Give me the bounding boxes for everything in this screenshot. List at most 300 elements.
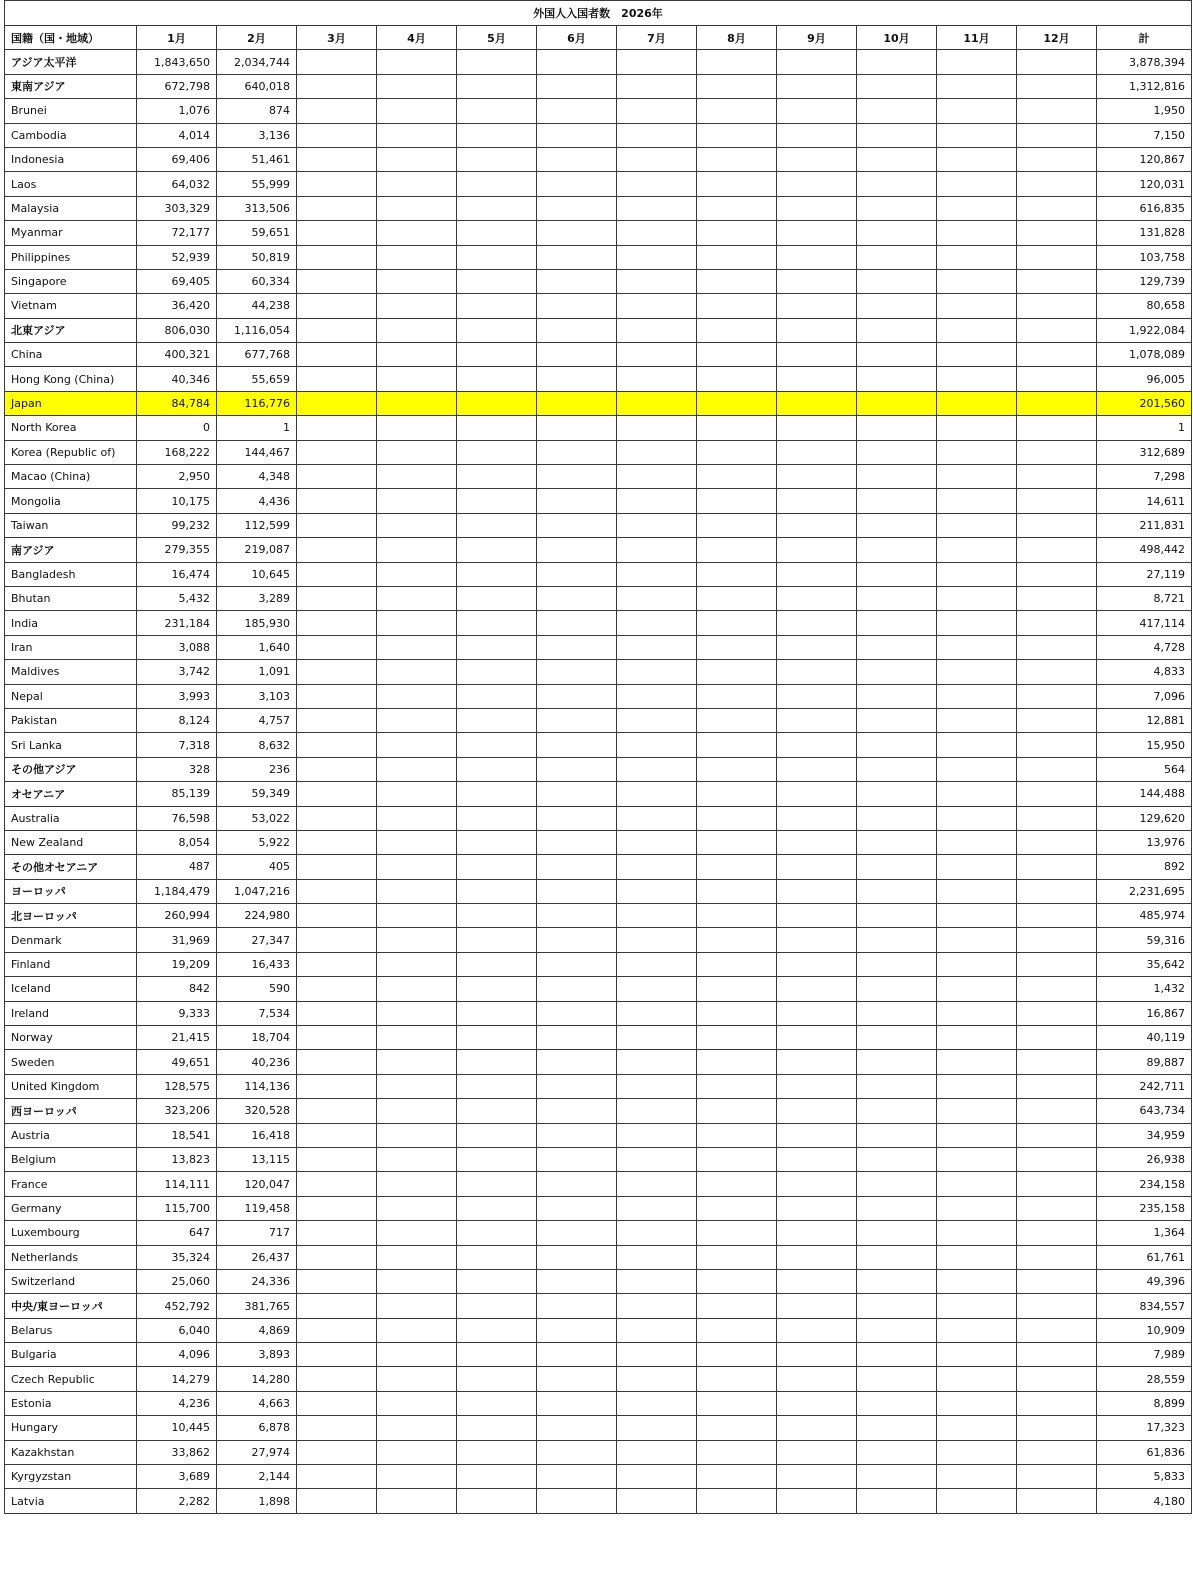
jan-cell: 1,184,479 [137, 879, 217, 903]
apr-cell [377, 684, 457, 708]
dec-cell [1017, 1172, 1097, 1196]
may-cell [457, 391, 537, 415]
dec-cell [1017, 635, 1097, 659]
dec-cell [1017, 1099, 1097, 1123]
sep-cell [777, 1172, 857, 1196]
sep-cell [777, 977, 857, 1001]
jun-cell [537, 123, 617, 147]
total-cell: 211,831 [1097, 513, 1192, 537]
country-cell: Bhutan [5, 586, 137, 610]
total-cell: 4,180 [1097, 1489, 1192, 1513]
jan-cell: 9,333 [137, 1001, 217, 1025]
jul-cell [617, 221, 697, 245]
apr-cell [377, 904, 457, 928]
sep-cell [777, 611, 857, 635]
nov-cell [937, 50, 1017, 74]
feb-cell: 7,534 [217, 1001, 297, 1025]
mar-cell [297, 1050, 377, 1074]
country-cell: United Kingdom [5, 1074, 137, 1098]
feb-cell: 3,289 [217, 586, 297, 610]
oct-cell [857, 635, 937, 659]
oct-cell [857, 147, 937, 171]
table-row [5, 1221, 1192, 1245]
feb-cell: 27,347 [217, 928, 297, 952]
may-cell [457, 1221, 537, 1245]
table-row [5, 1172, 1192, 1196]
sep-cell [777, 318, 857, 342]
mar-cell [297, 538, 377, 562]
table-row [5, 1245, 1192, 1269]
apr-cell [377, 952, 457, 976]
table-row-region [5, 904, 1192, 928]
total-cell: 61,836 [1097, 1440, 1192, 1464]
table-row [5, 684, 1192, 708]
total-cell: 7,989 [1097, 1343, 1192, 1367]
nov-cell [937, 708, 1017, 732]
feb-cell: 717 [217, 1221, 297, 1245]
jul-cell [617, 562, 697, 586]
country-cell: Denmark [5, 928, 137, 952]
oct-cell [857, 1269, 937, 1293]
jun-cell [537, 1489, 617, 1513]
dec-cell [1017, 123, 1097, 147]
apr-cell [377, 343, 457, 367]
feb-cell: 26,437 [217, 1245, 297, 1269]
may-cell [457, 221, 537, 245]
feb-cell: 114,136 [217, 1074, 297, 1098]
header-feb: 2月 [217, 26, 297, 50]
dec-cell [1017, 684, 1097, 708]
jul-cell [617, 1465, 697, 1489]
jul-cell [617, 1416, 697, 1440]
country-cell: アジア太平洋 [5, 50, 137, 74]
may-cell [457, 1416, 537, 1440]
dec-cell [1017, 221, 1097, 245]
jul-cell [617, 538, 697, 562]
table-row [5, 1074, 1192, 1098]
jan-cell: 40,346 [137, 367, 217, 391]
total-cell: 61,761 [1097, 1245, 1192, 1269]
mar-cell [297, 294, 377, 318]
sep-cell [777, 513, 857, 537]
feb-cell: 4,436 [217, 489, 297, 513]
mar-cell [297, 489, 377, 513]
jun-cell [537, 74, 617, 98]
jan-cell: 2,282 [137, 1489, 217, 1513]
sep-cell [777, 1269, 857, 1293]
table-row [5, 635, 1192, 659]
table-row [5, 123, 1192, 147]
oct-cell [857, 99, 937, 123]
may-cell [457, 416, 537, 440]
nov-cell [937, 1050, 1017, 1074]
country-cell: Germany [5, 1196, 137, 1220]
dec-cell [1017, 660, 1097, 684]
apr-cell [377, 489, 457, 513]
oct-cell [857, 196, 937, 220]
may-cell [457, 1050, 537, 1074]
aug-cell [697, 733, 777, 757]
nov-cell [937, 1001, 1017, 1025]
jun-cell [537, 50, 617, 74]
feb-cell: 2,034,744 [217, 50, 297, 74]
sep-cell [777, 1465, 857, 1489]
table-row [5, 977, 1192, 1001]
table-row [5, 562, 1192, 586]
nov-cell [937, 1147, 1017, 1171]
may-cell [457, 147, 537, 171]
aug-cell [697, 782, 777, 806]
country-cell: Sri Lanka [5, 733, 137, 757]
may-cell [457, 1196, 537, 1220]
table-row-region [5, 757, 1192, 781]
feb-cell: 55,659 [217, 367, 297, 391]
may-cell [457, 318, 537, 342]
jan-cell: 8,124 [137, 708, 217, 732]
nov-cell [937, 1294, 1017, 1318]
may-cell [457, 611, 537, 635]
apr-cell [377, 50, 457, 74]
oct-cell [857, 1074, 937, 1098]
jan-cell: 69,406 [137, 147, 217, 171]
total-cell: 16,867 [1097, 1001, 1192, 1025]
aug-cell [697, 147, 777, 171]
jan-cell: 114,111 [137, 1172, 217, 1196]
feb-cell: 50,819 [217, 245, 297, 269]
dec-cell [1017, 1050, 1097, 1074]
jun-cell [537, 879, 617, 903]
may-cell [457, 904, 537, 928]
mar-cell [297, 513, 377, 537]
total-cell: 1,078,089 [1097, 343, 1192, 367]
total-cell: 1,922,084 [1097, 318, 1192, 342]
nov-cell [937, 440, 1017, 464]
feb-cell: 405 [217, 855, 297, 879]
mar-cell [297, 99, 377, 123]
table-row [5, 806, 1192, 830]
aug-cell [697, 1221, 777, 1245]
feb-cell: 6,878 [217, 1416, 297, 1440]
jul-cell [617, 123, 697, 147]
apr-cell [377, 196, 457, 220]
total-cell: 201,560 [1097, 391, 1192, 415]
country-cell: Hong Kong (China) [5, 367, 137, 391]
feb-cell: 14,280 [217, 1367, 297, 1391]
jun-cell [537, 269, 617, 293]
mar-cell [297, 1172, 377, 1196]
may-cell [457, 123, 537, 147]
jan-cell: 35,324 [137, 1245, 217, 1269]
aug-cell [697, 708, 777, 732]
country-cell: India [5, 611, 137, 635]
total-cell: 120,867 [1097, 147, 1192, 171]
total-cell: 17,323 [1097, 1416, 1192, 1440]
total-cell: 417,114 [1097, 611, 1192, 635]
total-cell: 234,158 [1097, 1172, 1192, 1196]
table-row [5, 1123, 1192, 1147]
jan-cell: 16,474 [137, 562, 217, 586]
jan-cell: 10,445 [137, 1416, 217, 1440]
nov-cell [937, 1343, 1017, 1367]
table-row [5, 1343, 1192, 1367]
nov-cell [937, 1196, 1017, 1220]
oct-cell [857, 294, 937, 318]
total-cell: 80,658 [1097, 294, 1192, 318]
jul-cell [617, 635, 697, 659]
oct-cell [857, 1026, 937, 1050]
total-cell: 144,488 [1097, 782, 1192, 806]
total-cell: 129,620 [1097, 806, 1192, 830]
jul-cell [617, 196, 697, 220]
aug-cell [697, 538, 777, 562]
aug-cell [697, 1026, 777, 1050]
may-cell [457, 660, 537, 684]
mar-cell [297, 1074, 377, 1098]
total-cell: 27,119 [1097, 562, 1192, 586]
jul-cell [617, 952, 697, 976]
country-cell: Iceland [5, 977, 137, 1001]
jul-cell [617, 1318, 697, 1342]
apr-cell [377, 465, 457, 489]
sep-cell [777, 684, 857, 708]
total-cell: 1,432 [1097, 977, 1192, 1001]
jul-cell [617, 269, 697, 293]
mar-cell [297, 269, 377, 293]
aug-cell [697, 50, 777, 74]
aug-cell [697, 99, 777, 123]
table-row-region [5, 50, 1192, 74]
oct-cell [857, 830, 937, 854]
apr-cell [377, 1172, 457, 1196]
mar-cell [297, 757, 377, 781]
jul-cell [617, 879, 697, 903]
oct-cell [857, 318, 937, 342]
total-cell: 89,887 [1097, 1050, 1192, 1074]
jun-cell [537, 1172, 617, 1196]
apr-cell [377, 586, 457, 610]
nov-cell [937, 977, 1017, 1001]
dec-cell [1017, 1026, 1097, 1050]
may-cell [457, 1391, 537, 1415]
jan-cell: 1,843,650 [137, 50, 217, 74]
feb-cell: 53,022 [217, 806, 297, 830]
oct-cell [857, 1001, 937, 1025]
jul-cell [617, 1074, 697, 1098]
dec-cell [1017, 1343, 1097, 1367]
jun-cell [537, 99, 617, 123]
total-cell: 49,396 [1097, 1269, 1192, 1293]
table-row [5, 99, 1192, 123]
oct-cell [857, 757, 937, 781]
dec-cell [1017, 172, 1097, 196]
mar-cell [297, 611, 377, 635]
feb-cell: 590 [217, 977, 297, 1001]
jun-cell [537, 1001, 617, 1025]
total-cell: 120,031 [1097, 172, 1192, 196]
apr-cell [377, 367, 457, 391]
sep-cell [777, 635, 857, 659]
feb-cell: 18,704 [217, 1026, 297, 1050]
dec-cell [1017, 1123, 1097, 1147]
dec-cell [1017, 879, 1097, 903]
jun-cell [537, 1416, 617, 1440]
country-cell: Finland [5, 952, 137, 976]
may-cell [457, 1440, 537, 1464]
mar-cell [297, 952, 377, 976]
table-row [5, 1147, 1192, 1171]
jan-cell: 303,329 [137, 196, 217, 220]
dec-cell [1017, 806, 1097, 830]
country-cell: Latvia [5, 1489, 137, 1513]
apr-cell [377, 1489, 457, 1513]
table-row [5, 1318, 1192, 1342]
country-cell: 北東アジア [5, 318, 137, 342]
jan-cell: 672,798 [137, 74, 217, 98]
feb-cell: 119,458 [217, 1196, 297, 1220]
mar-cell [297, 1026, 377, 1050]
apr-cell [377, 513, 457, 537]
nov-cell [937, 416, 1017, 440]
dec-cell [1017, 1147, 1097, 1171]
jan-cell: 3,088 [137, 635, 217, 659]
feb-cell: 4,348 [217, 465, 297, 489]
total-cell: 1,950 [1097, 99, 1192, 123]
jan-cell: 84,784 [137, 391, 217, 415]
sep-cell [777, 562, 857, 586]
header-mar: 3月 [297, 26, 377, 50]
jul-cell [617, 1050, 697, 1074]
jan-cell: 487 [137, 855, 217, 879]
may-cell [457, 513, 537, 537]
oct-cell [857, 1196, 937, 1220]
dec-cell [1017, 465, 1097, 489]
apr-cell [377, 1196, 457, 1220]
dec-cell [1017, 99, 1097, 123]
mar-cell [297, 1391, 377, 1415]
apr-cell [377, 1367, 457, 1391]
dec-cell [1017, 147, 1097, 171]
country-cell: Norway [5, 1026, 137, 1050]
oct-cell [857, 489, 937, 513]
feb-cell: 1,047,216 [217, 879, 297, 903]
mar-cell [297, 74, 377, 98]
sep-cell [777, 952, 857, 976]
country-cell: Macao (China) [5, 465, 137, 489]
oct-cell [857, 904, 937, 928]
oct-cell [857, 1318, 937, 1342]
header-dec: 12月 [1017, 26, 1097, 50]
aug-cell [697, 1269, 777, 1293]
jul-cell [617, 977, 697, 1001]
aug-cell [697, 1074, 777, 1098]
nov-cell [937, 513, 1017, 537]
oct-cell [857, 416, 937, 440]
feb-cell: 55,999 [217, 172, 297, 196]
country-cell: Maldives [5, 660, 137, 684]
jul-cell [617, 99, 697, 123]
apr-cell [377, 611, 457, 635]
total-cell: 10,909 [1097, 1318, 1192, 1342]
oct-cell [857, 733, 937, 757]
aug-cell [697, 1416, 777, 1440]
country-cell: Japan [5, 391, 137, 415]
table-row-region [5, 855, 1192, 879]
total-cell: 2,231,695 [1097, 879, 1192, 903]
nov-cell [937, 611, 1017, 635]
oct-cell [857, 1391, 937, 1415]
jun-cell [537, 611, 617, 635]
dec-cell [1017, 1465, 1097, 1489]
mar-cell [297, 586, 377, 610]
country-cell: Hungary [5, 1416, 137, 1440]
apr-cell [377, 1465, 457, 1489]
dec-cell [1017, 757, 1097, 781]
aug-cell [697, 1123, 777, 1147]
mar-cell [297, 196, 377, 220]
aug-cell [697, 904, 777, 928]
jun-cell [537, 757, 617, 781]
feb-cell: 320,528 [217, 1099, 297, 1123]
apr-cell [377, 1343, 457, 1367]
jul-cell [617, 830, 697, 854]
apr-cell [377, 562, 457, 586]
sep-cell [777, 1440, 857, 1464]
jan-cell: 452,792 [137, 1294, 217, 1318]
nov-cell [937, 1172, 1017, 1196]
sep-cell [777, 1489, 857, 1513]
dec-cell [1017, 562, 1097, 586]
table-row [5, 269, 1192, 293]
may-cell [457, 1367, 537, 1391]
jun-cell [537, 1074, 617, 1098]
table-row-region [5, 879, 1192, 903]
mar-cell [297, 830, 377, 854]
jul-cell [617, 1489, 697, 1513]
jan-cell: 18,541 [137, 1123, 217, 1147]
total-cell: 498,442 [1097, 538, 1192, 562]
mar-cell [297, 1001, 377, 1025]
aug-cell [697, 635, 777, 659]
jan-cell: 85,139 [137, 782, 217, 806]
aug-cell [697, 172, 777, 196]
oct-cell [857, 782, 937, 806]
table-body [5, 50, 1192, 1513]
sep-cell [777, 172, 857, 196]
total-cell: 1 [1097, 416, 1192, 440]
jul-cell [617, 928, 697, 952]
aug-cell [697, 391, 777, 415]
oct-cell [857, 269, 937, 293]
feb-cell: 5,922 [217, 830, 297, 854]
mar-cell [297, 1269, 377, 1293]
apr-cell [377, 782, 457, 806]
jul-cell [617, 1001, 697, 1025]
country-cell: China [5, 343, 137, 367]
may-cell [457, 782, 537, 806]
sep-cell [777, 74, 857, 98]
sep-cell [777, 1147, 857, 1171]
table-row [5, 343, 1192, 367]
aug-cell [697, 221, 777, 245]
jan-cell: 260,994 [137, 904, 217, 928]
feb-cell: 44,238 [217, 294, 297, 318]
jan-cell: 3,689 [137, 1465, 217, 1489]
oct-cell [857, 74, 937, 98]
jul-cell [617, 806, 697, 830]
may-cell [457, 1001, 537, 1025]
oct-cell [857, 708, 937, 732]
jul-cell [617, 733, 697, 757]
